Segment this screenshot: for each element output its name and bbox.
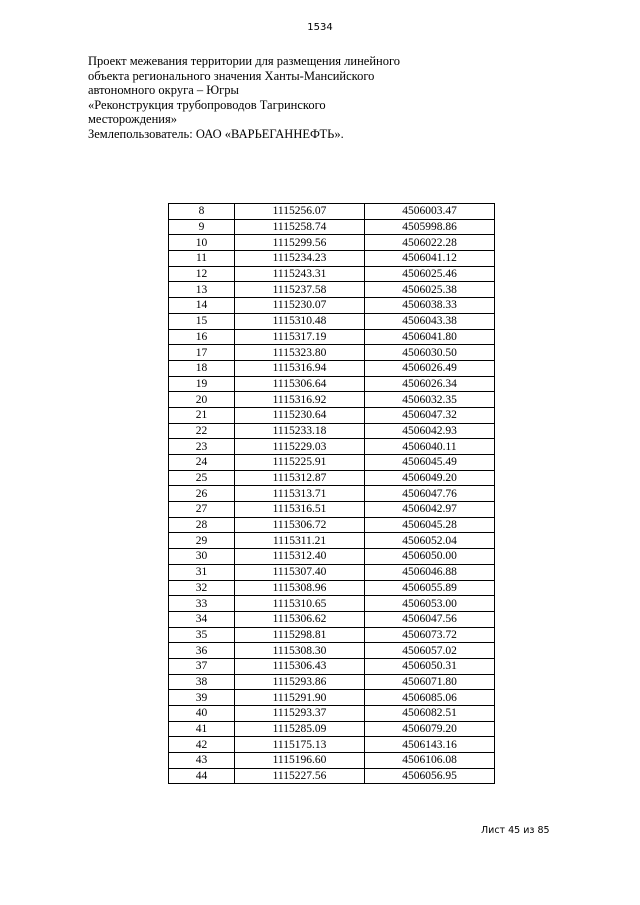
x-coordinate-cell: 1115316.94 xyxy=(235,360,365,376)
point-number-cell: 28 xyxy=(169,517,235,533)
y-coordinate-cell: 4506043.38 xyxy=(365,313,495,329)
table-row xyxy=(169,345,495,361)
x-coordinate-cell: 1115291.90 xyxy=(235,690,365,706)
table-row xyxy=(169,611,495,627)
point-number-cell: 37 xyxy=(169,658,235,674)
y-coordinate-cell: 4506026.34 xyxy=(365,376,495,392)
table-row xyxy=(169,392,495,408)
table-row xyxy=(169,580,495,596)
table-row xyxy=(169,721,495,737)
y-coordinate-cell: 4506042.97 xyxy=(365,502,495,518)
point-number-cell: 12 xyxy=(169,266,235,282)
y-coordinate-cell: 4506045.49 xyxy=(365,455,495,471)
x-coordinate-cell: 1115312.87 xyxy=(235,470,365,486)
point-number-cell: 42 xyxy=(169,737,235,753)
y-coordinate-cell: 4506047.76 xyxy=(365,486,495,502)
table-row xyxy=(169,423,495,439)
point-number-cell: 29 xyxy=(169,533,235,549)
y-coordinate-cell: 4506047.56 xyxy=(365,611,495,627)
table-row xyxy=(169,753,495,769)
x-coordinate-cell: 1115196.60 xyxy=(235,753,365,769)
land-user-value: ОАО «ВАРЬЕГАННЕФТЬ». xyxy=(192,126,344,141)
x-coordinate-cell: 1115234.23 xyxy=(235,251,365,267)
point-number-cell: 19 xyxy=(169,376,235,392)
point-number-cell: 38 xyxy=(169,674,235,690)
y-coordinate-cell: 4506025.38 xyxy=(365,282,495,298)
x-coordinate-cell: 1115230.64 xyxy=(235,407,365,423)
y-coordinate-cell: 4506050.00 xyxy=(365,549,495,565)
point-number-cell: 21 xyxy=(169,407,235,423)
x-coordinate-cell: 1115308.30 xyxy=(235,643,365,659)
y-coordinate-cell: 4506025.46 xyxy=(365,266,495,282)
coordinates-table xyxy=(168,203,495,784)
y-coordinate-cell: 4506052.04 xyxy=(365,533,495,549)
document-header xyxy=(88,54,418,142)
x-coordinate-cell: 1115293.86 xyxy=(235,674,365,690)
header-line: месторождения» xyxy=(88,112,177,127)
table-row xyxy=(169,486,495,502)
point-number-cell: 31 xyxy=(169,564,235,580)
point-number-cell: 9 xyxy=(169,219,235,235)
x-coordinate-cell: 1115316.92 xyxy=(235,392,365,408)
y-coordinate-cell: 4506046.88 xyxy=(365,564,495,580)
y-coordinate-cell: 4506055.89 xyxy=(365,580,495,596)
x-coordinate-cell: 1115308.96 xyxy=(235,580,365,596)
point-number-cell: 41 xyxy=(169,721,235,737)
table-row xyxy=(169,674,495,690)
y-coordinate-cell: 4505998.86 xyxy=(365,219,495,235)
y-coordinate-cell: 4506042.93 xyxy=(365,423,495,439)
point-number-cell: 18 xyxy=(169,360,235,376)
table-row xyxy=(169,235,495,251)
table-row xyxy=(169,596,495,612)
point-number-cell: 15 xyxy=(169,313,235,329)
point-number-cell: 23 xyxy=(169,439,235,455)
point-number-cell: 26 xyxy=(169,486,235,502)
x-coordinate-cell: 1115306.64 xyxy=(235,376,365,392)
y-coordinate-cell: 4506032.35 xyxy=(365,392,495,408)
header-line: объекта регионального значения Ханты-Мансийского xyxy=(88,68,375,83)
x-coordinate-cell: 1115306.43 xyxy=(235,658,365,674)
x-coordinate-cell: 1115175.13 xyxy=(235,737,365,753)
table-row xyxy=(169,282,495,298)
x-coordinate-cell: 1115307.40 xyxy=(235,564,365,580)
point-number-cell: 34 xyxy=(169,611,235,627)
y-coordinate-cell: 4506143.16 xyxy=(365,737,495,753)
point-number-cell: 14 xyxy=(169,298,235,314)
x-coordinate-cell: 1115230.07 xyxy=(235,298,365,314)
y-coordinate-cell: 4506106.08 xyxy=(365,753,495,769)
point-number-cell: 25 xyxy=(169,470,235,486)
table-row xyxy=(169,266,495,282)
x-coordinate-cell: 1115256.07 xyxy=(235,204,365,220)
table-row xyxy=(169,470,495,486)
point-number-cell: 11 xyxy=(169,251,235,267)
point-number-cell: 30 xyxy=(169,549,235,565)
table-row xyxy=(169,533,495,549)
table-row xyxy=(169,407,495,423)
point-number-cell: 16 xyxy=(169,329,235,345)
x-coordinate-cell: 1115323.80 xyxy=(235,345,365,361)
table-row xyxy=(169,455,495,471)
point-number-cell: 36 xyxy=(169,643,235,659)
x-coordinate-cell: 1115310.48 xyxy=(235,313,365,329)
point-number-cell: 43 xyxy=(169,753,235,769)
land-user-label: Землепользователь: xyxy=(88,126,193,141)
y-coordinate-cell: 4506003.47 xyxy=(365,204,495,220)
point-number-cell: 24 xyxy=(169,455,235,471)
y-coordinate-cell: 4506049.20 xyxy=(365,470,495,486)
x-coordinate-cell: 1115313.71 xyxy=(235,486,365,502)
sheet-label: Лист 45 из 85 xyxy=(481,825,550,836)
x-coordinate-cell: 1115258.74 xyxy=(235,219,365,235)
x-coordinate-cell: 1115237.58 xyxy=(235,282,365,298)
header-line: «Реконструкция трубопроводов Тагринского xyxy=(88,97,326,112)
point-number-cell: 39 xyxy=(169,690,235,706)
y-coordinate-cell: 4506038.33 xyxy=(365,298,495,314)
point-number-cell: 32 xyxy=(169,580,235,596)
x-coordinate-cell: 1115311.21 xyxy=(235,533,365,549)
x-coordinate-cell: 1115298.81 xyxy=(235,627,365,643)
table-row xyxy=(169,360,495,376)
table-row xyxy=(169,737,495,753)
y-coordinate-cell: 4506050.31 xyxy=(365,658,495,674)
point-number-cell: 27 xyxy=(169,502,235,518)
table-row xyxy=(169,313,495,329)
y-coordinate-cell: 4506047.32 xyxy=(365,407,495,423)
point-number-cell: 13 xyxy=(169,282,235,298)
x-coordinate-cell: 1115306.62 xyxy=(235,611,365,627)
coordinates-table-body xyxy=(169,204,495,784)
y-coordinate-cell: 4506057.02 xyxy=(365,643,495,659)
y-coordinate-cell: 4506041.12 xyxy=(365,251,495,267)
y-coordinate-cell: 4506071.80 xyxy=(365,674,495,690)
y-coordinate-cell: 4506030.50 xyxy=(365,345,495,361)
y-coordinate-cell: 4506022.28 xyxy=(365,235,495,251)
table-row xyxy=(169,204,495,220)
x-coordinate-cell: 1115316.51 xyxy=(235,502,365,518)
point-number-cell: 40 xyxy=(169,706,235,722)
table-row xyxy=(169,658,495,674)
point-number-cell: 35 xyxy=(169,627,235,643)
y-coordinate-cell: 4506053.00 xyxy=(365,596,495,612)
point-number-cell: 44 xyxy=(169,768,235,784)
x-coordinate-cell: 1115299.56 xyxy=(235,235,365,251)
table-row xyxy=(169,627,495,643)
table-row xyxy=(169,502,495,518)
y-coordinate-cell: 4506082.51 xyxy=(365,706,495,722)
x-coordinate-cell: 1115227.56 xyxy=(235,768,365,784)
table-row xyxy=(169,549,495,565)
point-number-cell: 17 xyxy=(169,345,235,361)
x-coordinate-cell: 1115229.03 xyxy=(235,439,365,455)
y-coordinate-cell: 4506045.28 xyxy=(365,517,495,533)
table-row xyxy=(169,517,495,533)
y-coordinate-cell: 4506085.06 xyxy=(365,690,495,706)
x-coordinate-cell: 1115317.19 xyxy=(235,329,365,345)
y-coordinate-cell: 4506079.20 xyxy=(365,721,495,737)
y-coordinate-cell: 4506040.11 xyxy=(365,439,495,455)
land-user-line xyxy=(88,127,418,142)
point-number-cell: 8 xyxy=(169,204,235,220)
x-coordinate-cell: 1115233.18 xyxy=(235,423,365,439)
point-number-cell: 33 xyxy=(169,596,235,612)
point-number-cell: 10 xyxy=(169,235,235,251)
x-coordinate-cell: 1115310.65 xyxy=(235,596,365,612)
page-number: 1534 xyxy=(307,22,333,33)
x-coordinate-cell: 1115243.31 xyxy=(235,266,365,282)
header-line: автономного округа – Югры xyxy=(88,83,239,98)
x-coordinate-cell: 1115312.40 xyxy=(235,549,365,565)
table-row xyxy=(169,439,495,455)
y-coordinate-cell: 4506026.49 xyxy=(365,360,495,376)
x-coordinate-cell: 1115306.72 xyxy=(235,517,365,533)
table-row xyxy=(169,219,495,235)
y-coordinate-cell: 4506056.95 xyxy=(365,768,495,784)
table-row xyxy=(169,768,495,784)
table-row xyxy=(169,564,495,580)
x-coordinate-cell: 1115285.09 xyxy=(235,721,365,737)
point-number-cell: 22 xyxy=(169,423,235,439)
table-row xyxy=(169,643,495,659)
table-row xyxy=(169,298,495,314)
y-coordinate-cell: 4506073.72 xyxy=(365,627,495,643)
y-coordinate-cell: 4506041.80 xyxy=(365,329,495,345)
table-row xyxy=(169,329,495,345)
header-line: Проект межевания территории для размещения линейного xyxy=(88,54,401,68)
table-row xyxy=(169,706,495,722)
x-coordinate-cell: 1115225.91 xyxy=(235,455,365,471)
table-row xyxy=(169,376,495,392)
point-number-cell: 20 xyxy=(169,392,235,408)
table-row xyxy=(169,251,495,267)
x-coordinate-cell: 1115293.37 xyxy=(235,706,365,722)
table-row xyxy=(169,690,495,706)
